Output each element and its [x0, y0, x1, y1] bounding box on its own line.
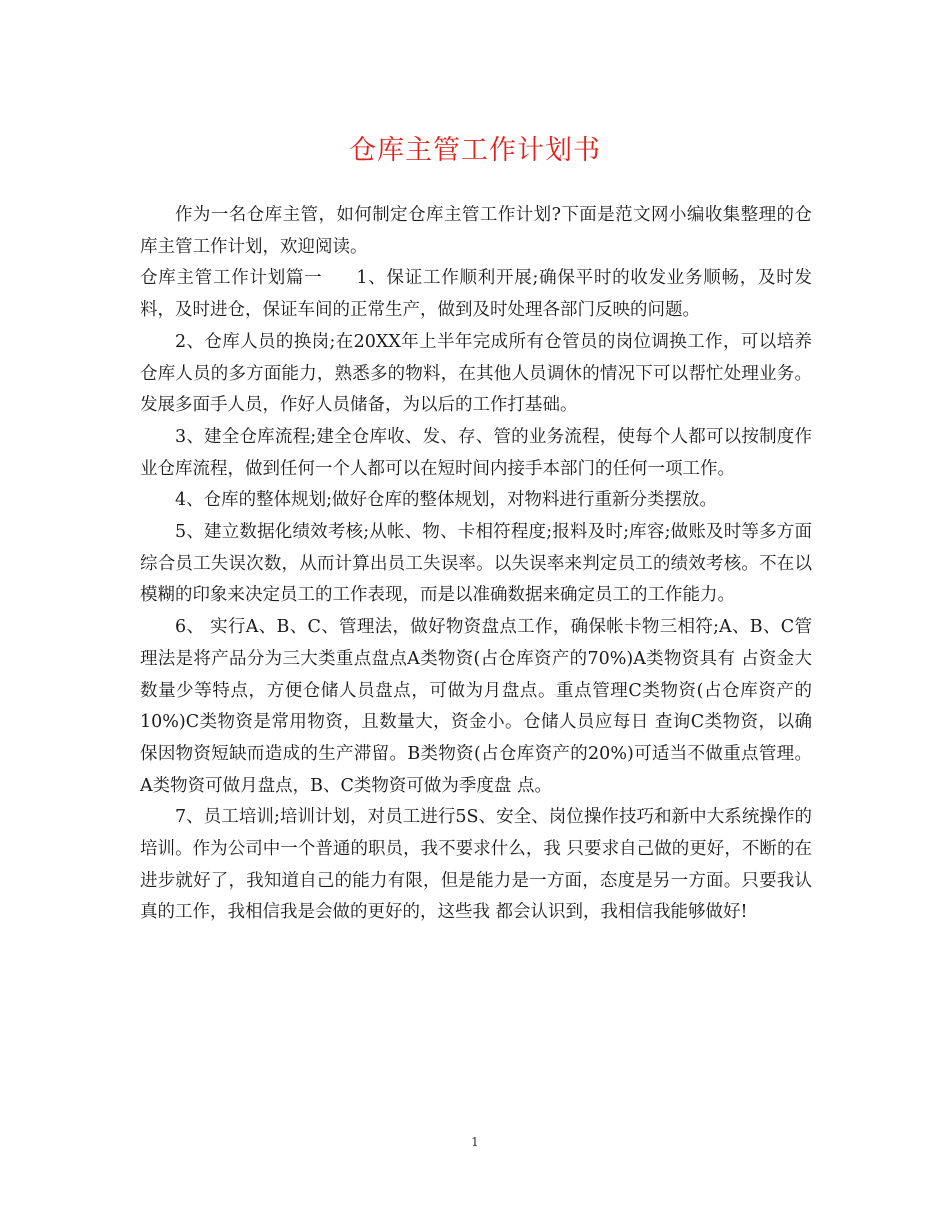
item-3: 3、建全仓库流程;建全仓库收、发、存、管的业务流程，使每个人都可以按制度作业仓库流程，做到任何一个人都可以在短时间内接手本部门的任何一项工作。 — [140, 426, 812, 479]
document-body — [140, 200, 812, 929]
item-2: 2、仓库人员的换岗;在20XX年上半年完成所有仓管员的岗位调换工作，可以培养仓库人员的多方面能力，熟悉多的物料，在其他人员调休的情况下可以帮忙处理业务。发展多面手人员，作好人员储备，为以后的工作打基础。 — [140, 331, 812, 416]
section-heading: 仓库主管工作计划篇一 — [140, 268, 323, 289]
intro-paragraph: 作为一名仓库主管，如何制定仓库主管工作计划?下面是范文网小编收集整理的仓库主管工作计划，欢迎阅读。 — [140, 205, 812, 257]
section-paragraph — [140, 263, 812, 326]
item-5: 5、建立数据化绩效考核;从帐、物、卡相符程度;报料及时;库容;做账及时等多方面综合员工失误次数，从而计算出员工失误率。以失误率来判定员工的绩效考核。不在以模糊的印象来决定员工的工作表现，而是以准确数据来确定员工的工作能力。 — [140, 522, 812, 606]
item-1: 1、保证工作顺利开展;确保平时的收发业务顺畅，及时发料，及时进仓，保证车间的正常生产，做到及时处理各部门反映的问题。 — [140, 268, 812, 321]
item-7: 7、员工培训;培训计划，对员工进行5S、安全、岗位操作技巧和新中大系统操作的培训。作为公司中一个普通的职员，我不要求什么，我 只要求自己做的更好，不断的在进步就好了，我知道自己的能力有限，但是能力是一方面，态度是另一方面。只要我认真的工作，我相信我是会做的更好的，这些我 都会认识到，我相信我能够做好! — [140, 807, 812, 923]
item-4: 4、仓库的整体规划;做好仓库的整体规划，对物料进行重新分类摆放。 — [175, 490, 718, 511]
page-number: 1 — [471, 1135, 479, 1149]
item-6: 6、 实行A、B、C、管理法，做好物资盘点工作，确保帐卡物三相符;A、B、C管理法是将产品分为三大类重点盘点A类物资(占仓库资产的70%)A类物资具有 占资金大数量少等特点，方便仓储人员盘点，可做为月盘点。重点管理C类物资(占仓库资产的10%)C类物资是常用物资，且数量大，资金小。仓储人员应每日 查询C类物资，以确保因物资短缺而造成的生产滞留。B类物资(占仓库资产的20%)可适当不做重点管理。A类物资可做月盘点，B、C类物资可做为季度盘 点。 — [140, 617, 812, 796]
document-title: 仓库主管工作计划书 — [349, 135, 601, 166]
